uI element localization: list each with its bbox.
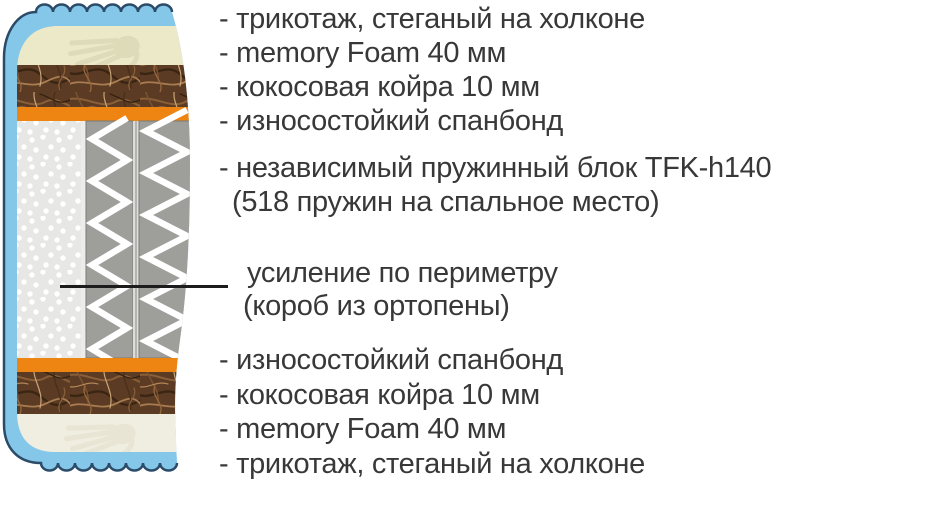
label-spunbond-top: - износостойкий спанбонд bbox=[219, 105, 564, 137]
label-coir-bottom: - кокосовая койра 10 мм bbox=[219, 378, 540, 411]
label-coir-top: - кокосовая койра 10 мм bbox=[219, 71, 540, 103]
foam-perimeter-box bbox=[14, 121, 81, 358]
label-knit-top: - трикотаж, стеганый на холконе bbox=[219, 3, 645, 35]
label-perimeter: усиление по периметру bbox=[247, 257, 558, 289]
spunbond-bottom-layer bbox=[14, 358, 210, 372]
perimeter-callout-line bbox=[60, 285, 228, 288]
label-perimeter-box: (короб из ортопены) bbox=[243, 290, 510, 322]
label-memory-foam-top: - memory Foam 40 мм bbox=[219, 37, 507, 69]
perimeter-label-group bbox=[243, 257, 558, 323]
label-memory-foam-bottom: - memory Foam 40 мм bbox=[219, 413, 507, 445]
label-spunbond-bottom: - износостойкий спанбонд bbox=[219, 344, 564, 376]
top-layers-label-group bbox=[219, 2, 645, 138]
label-knit-bottom: - трикотаж, стеганый на холконе bbox=[219, 447, 645, 480]
mattress-cross-section-diagram bbox=[0, 0, 210, 513]
coir-bottom-layer bbox=[14, 372, 210, 414]
label-spring-count: (518 пружин на спальное место) bbox=[232, 186, 660, 218]
label-spring-block: - независимый пружинный блок TFK-h140 bbox=[219, 152, 772, 184]
coir-top-layer bbox=[14, 65, 210, 107]
spring-block-label-group bbox=[219, 151, 771, 219]
spring-block bbox=[14, 110, 210, 370]
bottom-layers-label-group bbox=[219, 343, 645, 481]
